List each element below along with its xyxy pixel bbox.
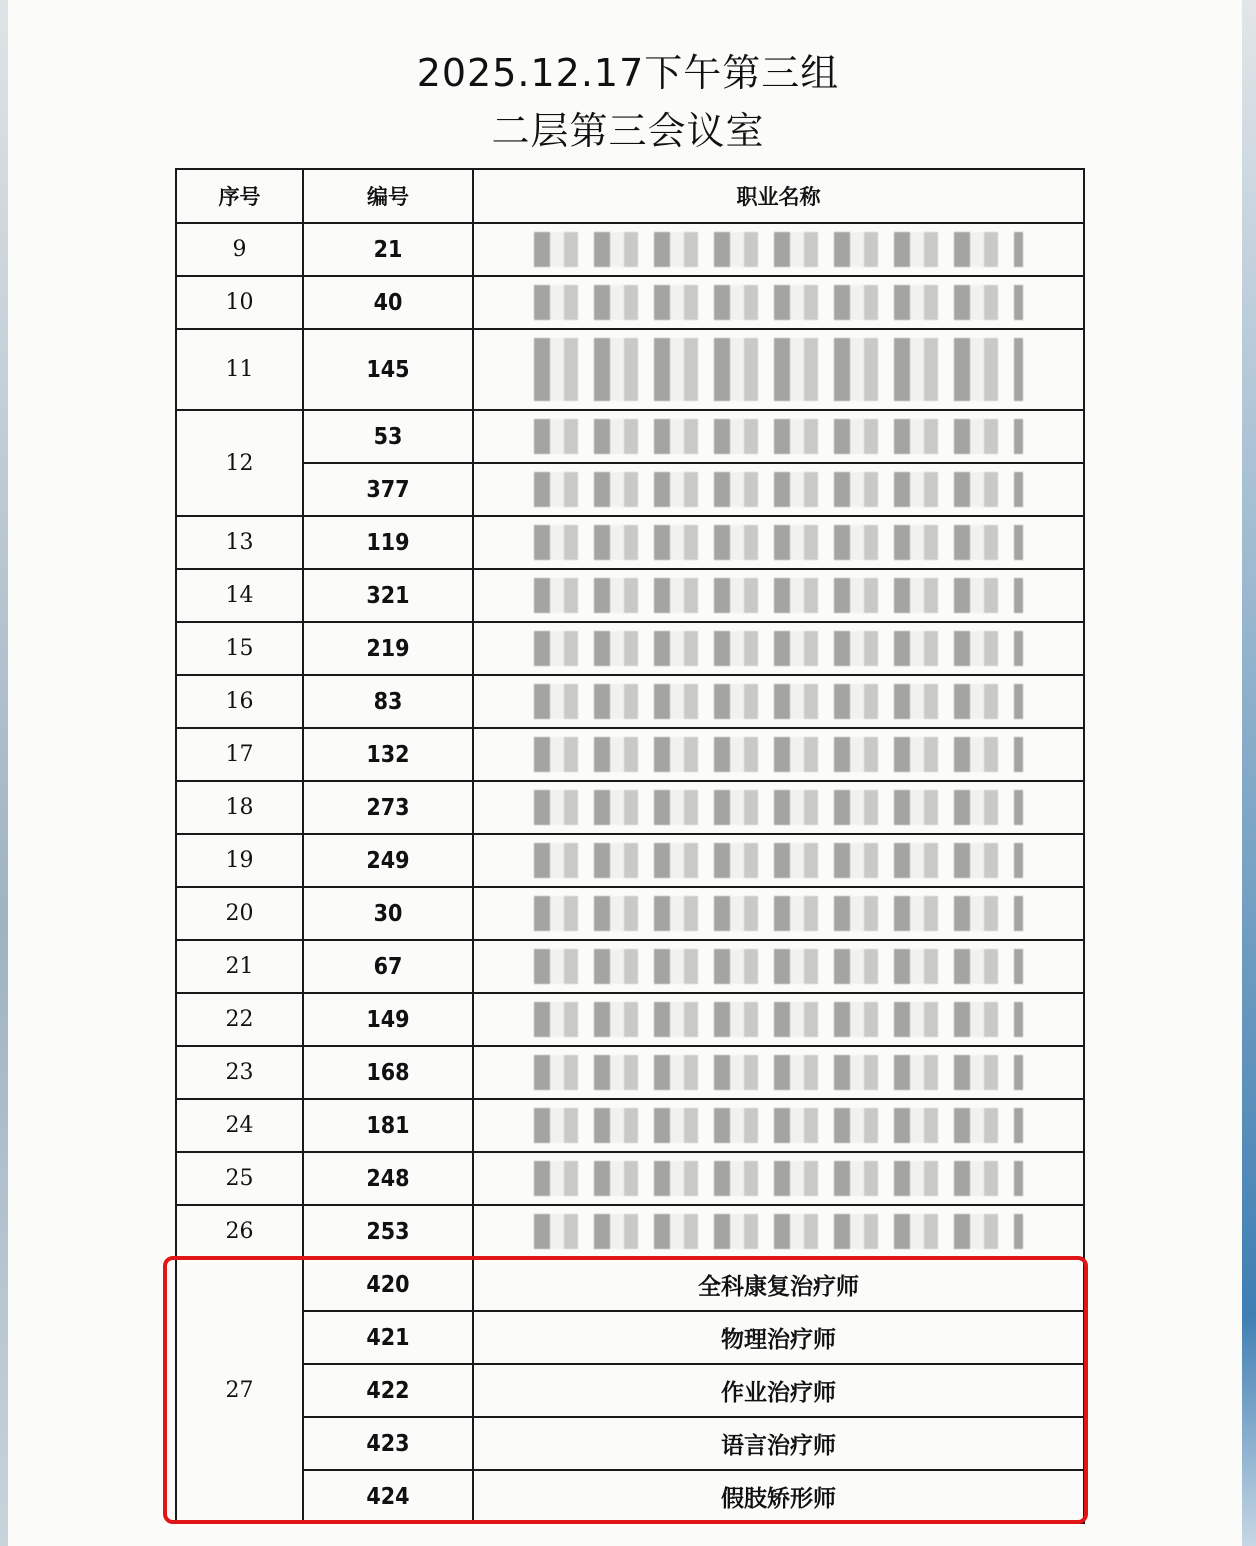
- code-cell: 53: [303, 410, 473, 463]
- table-row: [176, 410, 1084, 463]
- code-cell: 145: [303, 329, 473, 410]
- occupation-cell-redacted: [473, 1152, 1084, 1205]
- seq-cell: 22: [176, 993, 303, 1046]
- occupation-cell-redacted: [473, 622, 1084, 675]
- background-edge-right: [1242, 0, 1256, 1546]
- table-row: [176, 1152, 1084, 1205]
- background-edge-left: [0, 0, 8, 1546]
- code-cell: 424: [303, 1470, 473, 1523]
- table-row: [176, 887, 1084, 940]
- table-row: [176, 781, 1084, 834]
- seq-cell: 21: [176, 940, 303, 993]
- code-cell: 149: [303, 993, 473, 1046]
- redaction-mosaic: [534, 1055, 1023, 1090]
- redaction-mosaic: [534, 684, 1023, 719]
- code-cell: 67: [303, 940, 473, 993]
- seq-cell: 13: [176, 516, 303, 569]
- redaction-mosaic: [534, 631, 1023, 666]
- redaction-mosaic: [534, 790, 1023, 825]
- redaction-mosaic: [534, 525, 1023, 560]
- seq-cell: 24: [176, 1099, 303, 1152]
- table-row: [176, 463, 1084, 516]
- occupation-cell-redacted: [473, 223, 1084, 276]
- occupation-cell-redacted: [473, 276, 1084, 329]
- code-cell: 181: [303, 1099, 473, 1152]
- redaction-mosaic: [534, 949, 1023, 984]
- seq-cell: 15: [176, 622, 303, 675]
- redaction-mosaic: [534, 1161, 1023, 1196]
- redaction-mosaic: [534, 419, 1023, 454]
- seq-cell: 16: [176, 675, 303, 728]
- redaction-mosaic: [534, 896, 1023, 931]
- code-cell: 422: [303, 1364, 473, 1417]
- seq-cell: 19: [176, 834, 303, 887]
- code-cell: 248: [303, 1152, 473, 1205]
- occupation-cell-redacted: [473, 940, 1084, 993]
- code-cell: 119: [303, 516, 473, 569]
- occupation-cell-redacted: [473, 728, 1084, 781]
- code-cell: 132: [303, 728, 473, 781]
- table-row: [176, 728, 1084, 781]
- occupation-cell: 作业治疗师: [473, 1364, 1084, 1417]
- code-cell: 253: [303, 1205, 473, 1258]
- redaction-mosaic: [534, 1002, 1023, 1037]
- seq-cell: 17: [176, 728, 303, 781]
- seq-cell: 12: [176, 410, 303, 516]
- page-subtitle: 二层第三会议室: [491, 109, 765, 153]
- code-cell: 83: [303, 675, 473, 728]
- occupation-cell-redacted: [473, 410, 1084, 463]
- occupation-cell: 全科康复治疗师: [473, 1258, 1084, 1311]
- table-row: [176, 834, 1084, 887]
- redaction-mosaic: [534, 472, 1023, 507]
- redaction-mosaic: [534, 843, 1023, 878]
- table-row: [176, 516, 1084, 569]
- header-code: 编号: [303, 169, 473, 223]
- table-row: [176, 993, 1084, 1046]
- seq-cell: 14: [176, 569, 303, 622]
- seq-cell: 25: [176, 1152, 303, 1205]
- occupation-cell-redacted: [473, 569, 1084, 622]
- table-row: [176, 329, 1084, 410]
- table-row: [176, 276, 1084, 329]
- occupation-cell-redacted: [473, 463, 1084, 516]
- seq-cell: 9: [176, 223, 303, 276]
- redaction-mosaic: [534, 737, 1023, 772]
- occupation-cell-redacted: [473, 834, 1084, 887]
- code-cell: 420: [303, 1258, 473, 1311]
- redaction-mosaic: [534, 1108, 1023, 1143]
- seq-cell: 26: [176, 1205, 303, 1258]
- occupation-cell: 物理治疗师: [473, 1311, 1084, 1364]
- code-cell: 273: [303, 781, 473, 834]
- occupation-cell: 假肢矫形师: [473, 1470, 1084, 1523]
- table-row: [176, 1046, 1084, 1099]
- redaction-mosaic: [534, 232, 1023, 267]
- header-seq: 序号: [176, 169, 303, 223]
- redaction-mosaic: [534, 578, 1023, 613]
- occupation-cell: 语言治疗师: [473, 1417, 1084, 1470]
- table-row: [176, 940, 1084, 993]
- table-row: [176, 622, 1084, 675]
- code-cell: 377: [303, 463, 473, 516]
- code-cell: 219: [303, 622, 473, 675]
- seq-cell: 18: [176, 781, 303, 834]
- code-cell: 423: [303, 1417, 473, 1470]
- code-cell: 321: [303, 569, 473, 622]
- seq-cell: 20: [176, 887, 303, 940]
- code-cell: 30: [303, 887, 473, 940]
- occupation-cell-redacted: [473, 1046, 1084, 1099]
- code-cell: 168: [303, 1046, 473, 1099]
- highlight-box: [163, 1256, 1088, 1524]
- seq-cell: 11: [176, 329, 303, 410]
- occupation-cell-redacted: [473, 516, 1084, 569]
- table-row: [176, 1205, 1084, 1258]
- seq-cell: 27: [176, 1258, 303, 1523]
- occupation-cell-redacted: [473, 781, 1084, 834]
- redaction-mosaic: [534, 285, 1023, 320]
- header-occupation: 职业名称: [473, 169, 1084, 223]
- occupation-cell-redacted: [473, 675, 1084, 728]
- seq-cell: 23: [176, 1046, 303, 1099]
- occupation-cell-redacted: [473, 993, 1084, 1046]
- occupation-cell-redacted: [473, 1205, 1084, 1258]
- code-cell: 249: [303, 834, 473, 887]
- table-row: [176, 675, 1084, 728]
- occupation-cell-redacted: [473, 887, 1084, 940]
- table-row: [176, 569, 1084, 622]
- occupation-cell-redacted: [473, 329, 1084, 410]
- table-row: [176, 223, 1084, 276]
- code-cell: 40: [303, 276, 473, 329]
- code-cell: 21: [303, 223, 473, 276]
- table-row: [176, 1099, 1084, 1152]
- page-title: 2025.12.17下午第三组: [416, 51, 840, 95]
- seq-cell: 10: [176, 276, 303, 329]
- table-header-row: [176, 169, 1084, 223]
- redaction-mosaic: [534, 338, 1023, 401]
- occupation-cell-redacted: [473, 1099, 1084, 1152]
- redaction-mosaic: [534, 1214, 1023, 1249]
- code-cell: 421: [303, 1311, 473, 1364]
